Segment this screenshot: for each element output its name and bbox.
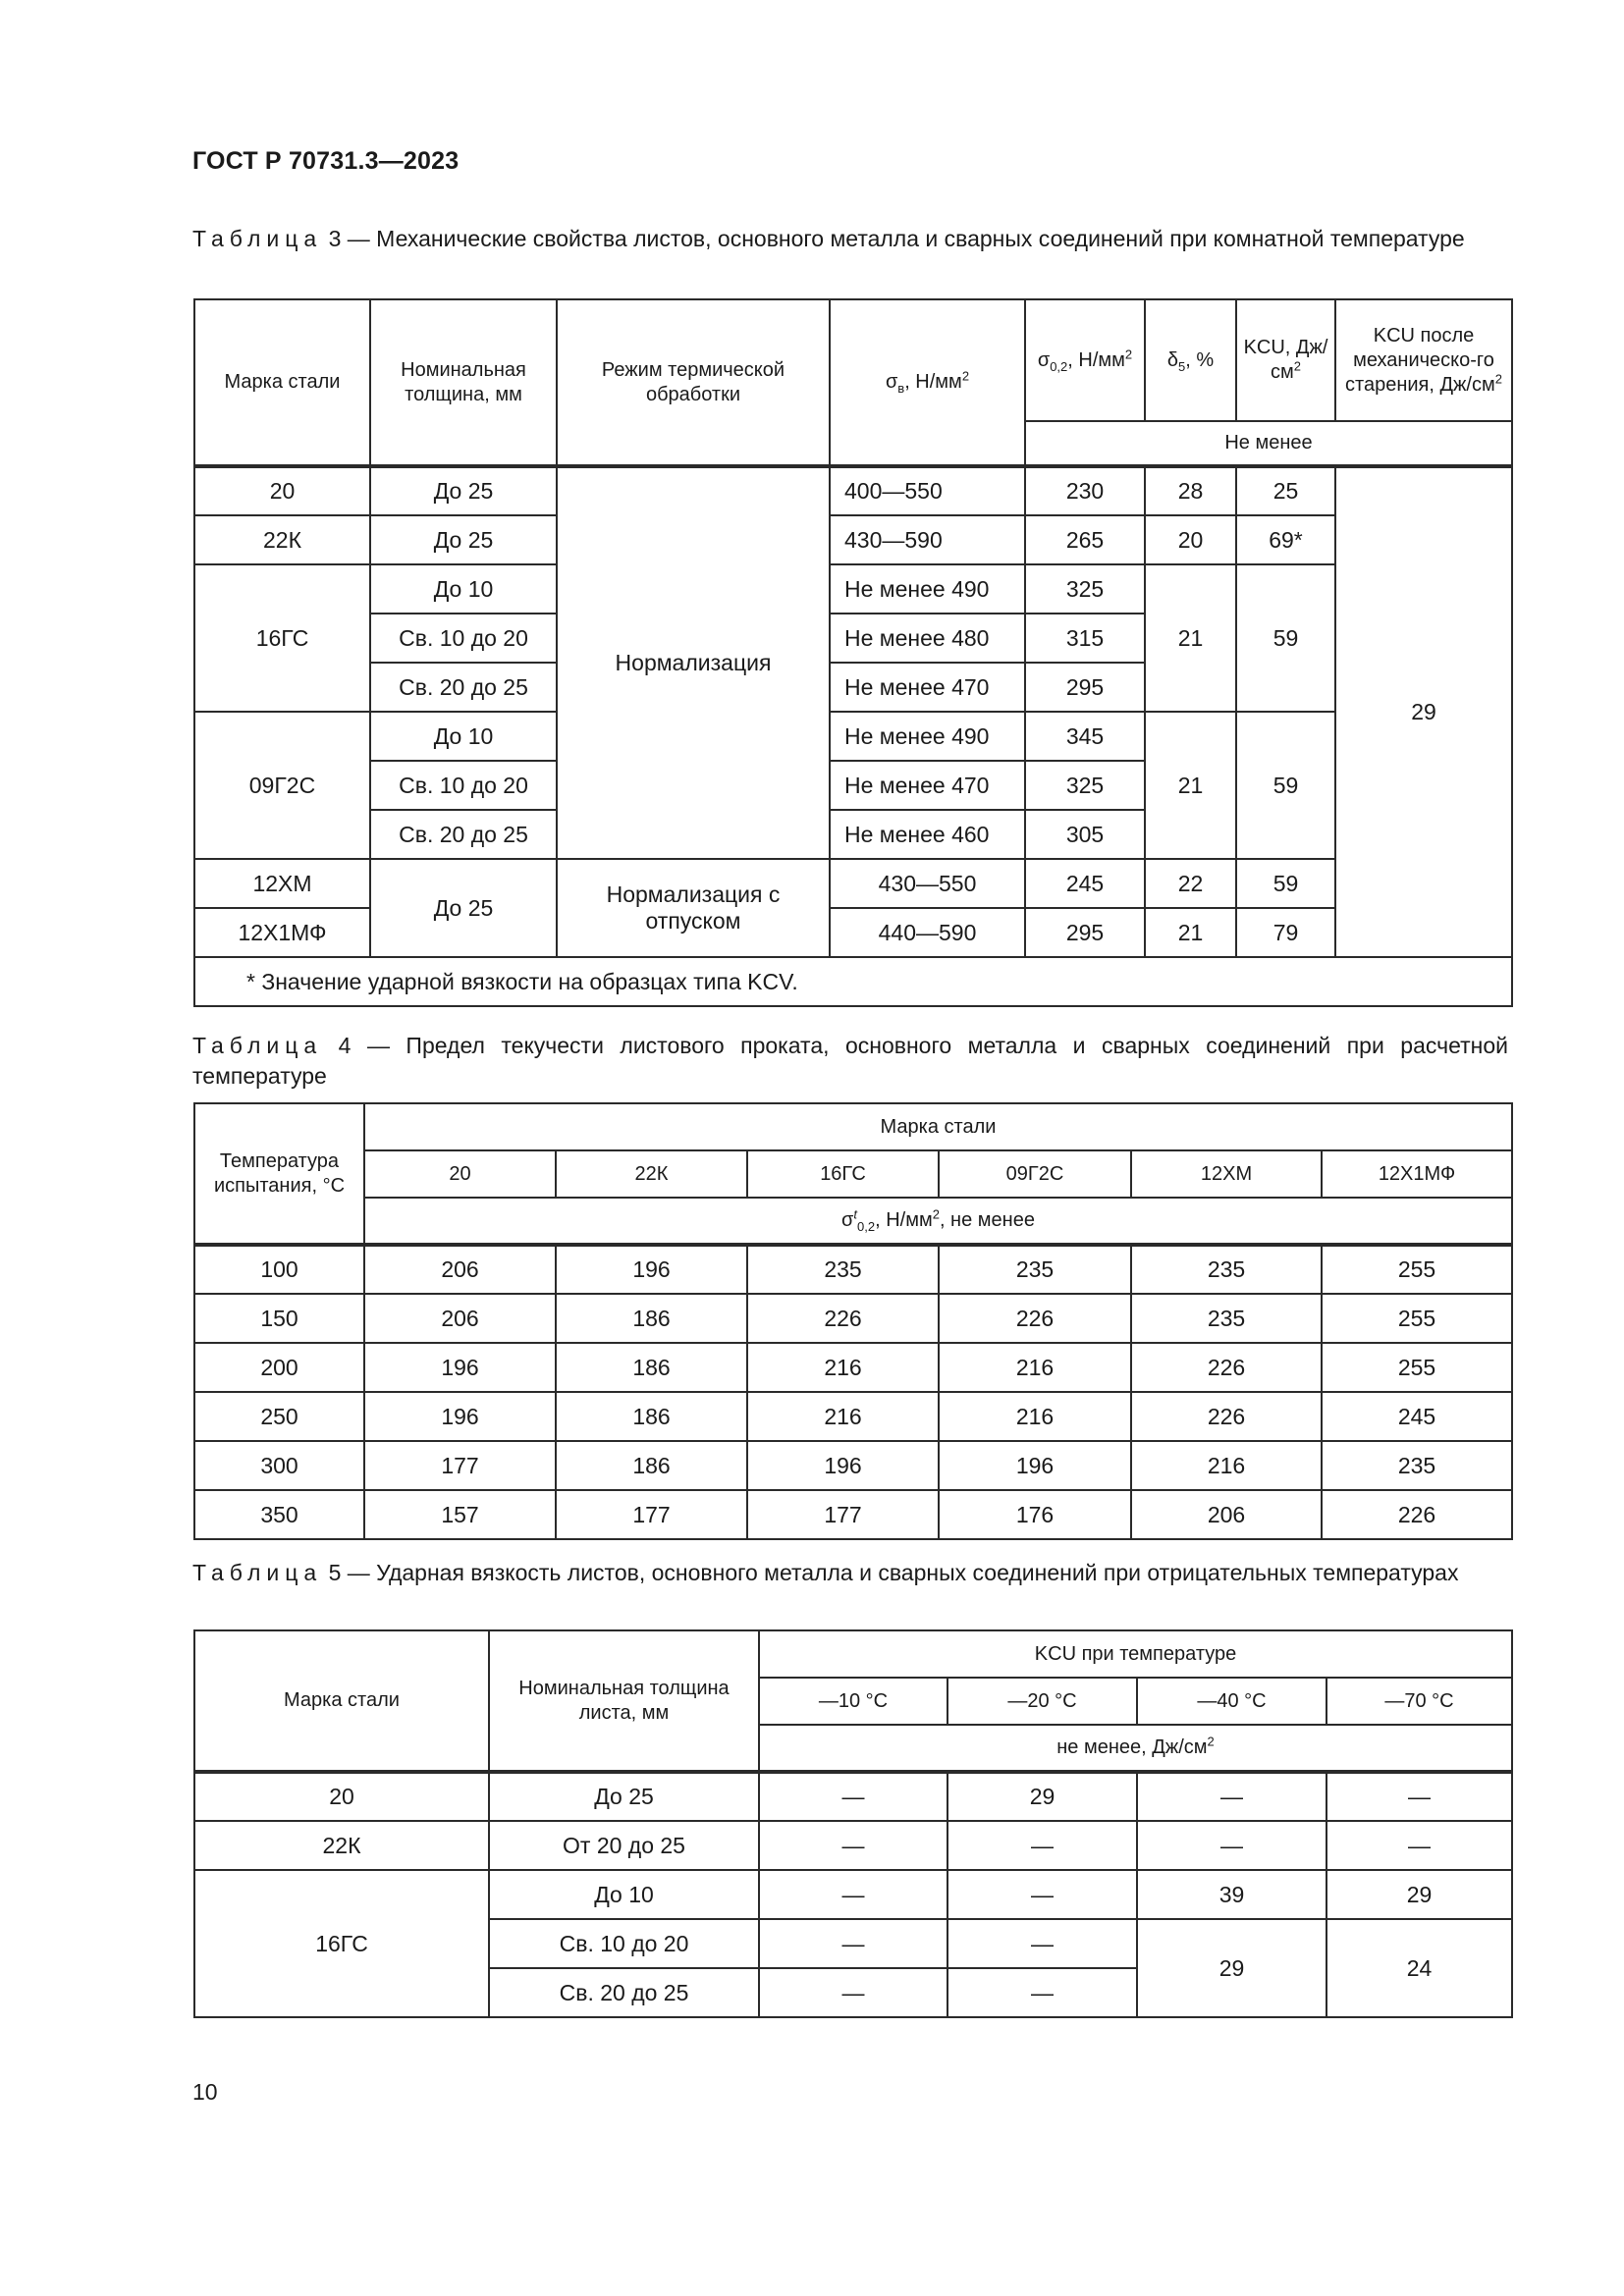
t4-cell: 177 [556,1490,747,1539]
t4-header-grade-col: 09Г2С [939,1150,1131,1198]
table4-caption [192,1031,1508,1092]
t4-cell: 255 [1322,1294,1512,1343]
t4-cell: 196 [939,1441,1131,1490]
t4-cell: 177 [747,1490,939,1539]
t5-cell: 20 [194,1772,489,1821]
t3-sigma-02-sq: 2 [1124,346,1133,361]
t4-cell: 200 [194,1343,364,1392]
t4-cell: 300 [194,1441,364,1490]
t5-cell: — [759,1821,947,1870]
t3-cell: Не менее 470 [830,663,1025,712]
t5-cell: Св. 10 до 20 [489,1919,759,1968]
t3-cell: 295 [1025,908,1145,957]
t3-header-kcu-aged [1335,299,1512,421]
t4-unit-sub: 0,2 [857,1219,876,1234]
t3-cell: До 10 [370,712,557,761]
t3-cell: Не менее 490 [830,712,1025,761]
t4-cell: 245 [1322,1392,1512,1441]
t3-header-not-less: Не менее [1025,421,1512,466]
t5-cell: — [1326,1821,1512,1870]
t3-cell: 20 [1145,515,1236,564]
t3-cell: 245 [1025,859,1145,908]
t5-cell: До 10 [489,1870,759,1919]
t4-cell: 176 [939,1490,1131,1539]
t4-cell: 216 [939,1392,1131,1441]
t3-cell: 265 [1025,515,1145,564]
t3-heat-normalization: Нормализация [557,466,830,859]
t3-header-sigma-b [830,299,1025,466]
table3-caption-label: Таблица [192,226,323,251]
t4-header-unit [364,1198,1512,1245]
t4-cell: 157 [364,1490,556,1539]
t4-header-grade-col: 16ГС [747,1150,939,1198]
t5-cell: — [759,1772,947,1821]
t5-cell: — [759,1919,947,1968]
t3-cell: До 25 [370,466,557,515]
t5-merged-70: 24 [1326,1919,1512,2017]
t4-cell: 226 [1131,1343,1322,1392]
t3-heat-norm-temper: Нормализация с отпуском [557,859,830,957]
t4-unit-t: t [853,1206,857,1222]
t3-sigma-b-sub: в [897,381,905,396]
t4-cell: 206 [364,1245,556,1294]
table4-caption-text: 4 — Предел текучести листового проката, основного металла и сварных соединений при расчетной температуре [192,1033,1508,1089]
t3-header-grade: Марка стали [194,299,370,466]
t3-cell: Не менее 490 [830,564,1025,614]
t3-cell: До 10 [370,564,557,614]
t3-cell: 69* [1236,515,1335,564]
t5-cell: До 25 [489,1772,759,1821]
t3-delta-sub: 5 [1178,358,1186,374]
t5-cell: — [1326,1772,1512,1821]
t4-cell: 226 [1131,1392,1322,1441]
t5-cell: 29 [947,1772,1137,1821]
table3-caption-text: 3 — Механические свойства листов, основного металла и сварных соединений при комнатной температуре [328,226,1465,251]
t5-unit-text: не менее, Дж/см [1056,1736,1208,1758]
t5-header-temp: —70 °С [1326,1678,1512,1725]
t4-cell: 235 [1131,1245,1322,1294]
t3-cell: 20 [194,466,370,515]
t3-cell: 12Х1МФ [194,908,370,957]
t4-cell: 235 [1131,1294,1322,1343]
t3-cell: Не менее 480 [830,614,1025,663]
t3-kcu-aged-text: KCU после механическо-го старения, Дж/см [1345,324,1495,396]
t3-kcu-sq: 2 [1293,358,1301,374]
t4-cell: 226 [1322,1490,1512,1539]
t4-cell: 196 [364,1392,556,1441]
t3-header-kcu [1236,299,1335,421]
t4-cell: 250 [194,1392,364,1441]
t3-cell: 325 [1025,761,1145,810]
t3-cell: 400—550 [830,466,1025,515]
t5-header-temp: —20 °С [947,1678,1137,1725]
t3-delta-unit: , % [1185,348,1215,371]
table5-caption-text: 5 — Ударная вязкость листов, основного металла и сварных соединений при отрицательных температурах [328,1560,1459,1585]
t3-sigma-02-sub: 0,2 [1050,358,1068,374]
t4-cell: 226 [747,1294,939,1343]
t3-cell: Св. 10 до 20 [370,761,557,810]
t4-cell: 216 [747,1343,939,1392]
t5-header-kcu-at: KCU при температуре [759,1630,1512,1678]
t3-kcu-text: KCU, Дж/см [1243,337,1328,383]
t5-cell: — [947,1919,1137,1968]
t3-cell: 25 [1236,466,1335,515]
t5-cell: — [947,1821,1137,1870]
table3-caption [192,224,1508,254]
t5-cell: От 20 до 25 [489,1821,759,1870]
t4-cell: 216 [939,1343,1131,1392]
t4-cell: 196 [364,1343,556,1392]
t3-sigma-b-symbol: σ [885,371,898,393]
t4-cell: 150 [194,1294,364,1343]
table3 [193,298,1513,1007]
t4-cell: 206 [364,1294,556,1343]
t3-cell: До 25 [370,515,557,564]
t3-header-sigma-02 [1025,299,1145,421]
t4-cell: 255 [1322,1245,1512,1294]
t4-cell: 177 [364,1441,556,1490]
t4-cell: 186 [556,1441,747,1490]
t4-header-grade-col: 20 [364,1150,556,1198]
t3-header-heat-treatment: Режим термической обработки [557,299,830,466]
t3-footnote: * Значение ударной вязкости на образцах типа KCV. [194,957,1512,1006]
t3-cell: 59 [1236,859,1335,908]
t4-cell: 226 [939,1294,1131,1343]
t4-cell: 255 [1322,1343,1512,1392]
t5-header-thickness: Номинальная толщина листа, мм [489,1630,759,1772]
page-number: 10 [192,2079,218,2105]
t4-cell: 235 [747,1245,939,1294]
t3-sigma-b-unit: , Н/мм [904,371,962,393]
t3-cell: 21 [1145,564,1236,712]
t3-cell: 22 [1145,859,1236,908]
table5-caption-label: Таблица [192,1560,323,1585]
table4-caption-label: Таблица [192,1033,323,1058]
t3-cell: 305 [1025,810,1145,859]
t5-header-temp: —10 °С [759,1678,947,1725]
t4-unit-tail: , не менее [939,1209,1035,1231]
t3-header-delta5 [1145,299,1236,421]
t3-cell: Св. 10 до 20 [370,614,557,663]
t3-delta-symbol: δ [1166,348,1178,371]
t3-sigma-b-sq: 2 [961,368,970,384]
t3-sigma-02-unit: , Н/мм [1067,348,1125,371]
t4-header-temp: Температура испытания, °С [194,1103,364,1245]
t4-cell: 196 [747,1441,939,1490]
t4-unit-sq: 2 [932,1206,940,1222]
t4-cell: 186 [556,1392,747,1441]
t4-cell: 235 [1322,1441,1512,1490]
t3-cell: 09Г2С [194,712,370,859]
t5-unit-sq: 2 [1207,1734,1215,1749]
t3-cell: 28 [1145,466,1236,515]
t3-cell: 430—550 [830,859,1025,908]
t4-cell: 350 [194,1490,364,1539]
t3-cell: 230 [1025,466,1145,515]
t5-header-temp: —40 °С [1137,1678,1326,1725]
t4-cell: 216 [747,1392,939,1441]
t5-cell: — [759,1870,947,1919]
t4-header-grade-col: 12ХМ [1131,1150,1322,1198]
t4-header-grade: Марка стали [364,1103,1512,1150]
t3-cell: Св. 20 до 25 [370,810,557,859]
t3-kcu-aged-value: 29 [1335,466,1512,957]
t5-cell: Св. 20 до 25 [489,1968,759,2017]
t4-cell: 186 [556,1343,747,1392]
t4-unit-sigma: σ [841,1209,854,1231]
t4-cell: 186 [556,1294,747,1343]
t3-cell: 16ГС [194,564,370,712]
t3-cell: 325 [1025,564,1145,614]
t3-kcu-aged-sq: 2 [1494,370,1502,386]
t3-cell: 430—590 [830,515,1025,564]
t4-cell: 196 [556,1245,747,1294]
document-code: ГОСТ Р 70731.3—2023 [192,147,460,175]
t5-cell: — [947,1870,1137,1919]
t3-cell: 440—590 [830,908,1025,957]
t4-cell: 235 [939,1245,1131,1294]
t4-unit-rest: , Н/мм [875,1209,933,1231]
t3-cell: До 25 [370,859,557,957]
table5 [193,1629,1513,2018]
t4-cell: 216 [1131,1441,1322,1490]
t3-cell: 22К [194,515,370,564]
t4-cell: 100 [194,1245,364,1294]
t3-cell: Не менее 470 [830,761,1025,810]
t3-cell: 79 [1236,908,1335,957]
t4-header-grade-col: 12Х1МФ [1322,1150,1512,1198]
t4-cell: 206 [1131,1490,1322,1539]
t5-cell: — [1137,1772,1326,1821]
t3-cell: 59 [1236,712,1335,859]
t3-sigma-02-symbol: σ [1037,348,1051,371]
t3-cell: Св. 20 до 25 [370,663,557,712]
t3-cell: 315 [1025,614,1145,663]
t5-cell: 16ГС [194,1870,489,2017]
t5-merged-40: 29 [1137,1919,1326,2017]
t3-header-thickness: Номинальная толщина, мм [370,299,557,466]
t3-cell: 345 [1025,712,1145,761]
table4 [193,1102,1513,1540]
t5-cell: — [1137,1821,1326,1870]
t5-cell: — [947,1968,1137,2017]
t5-cell: 22К [194,1821,489,1870]
t5-header-unit [759,1725,1512,1772]
t3-cell: 21 [1145,712,1236,859]
t3-cell: 295 [1025,663,1145,712]
t5-header-grade: Марка стали [194,1630,489,1772]
t4-header-grade-col: 22К [556,1150,747,1198]
t3-cell: 59 [1236,564,1335,712]
t3-cell: Не менее 460 [830,810,1025,859]
t5-cell: 39 [1137,1870,1326,1919]
t3-cell: 21 [1145,908,1236,957]
table5-caption [192,1558,1508,1588]
t3-cell: 12ХМ [194,859,370,908]
t5-cell: — [759,1968,947,2017]
t5-cell: 29 [1326,1870,1512,1919]
